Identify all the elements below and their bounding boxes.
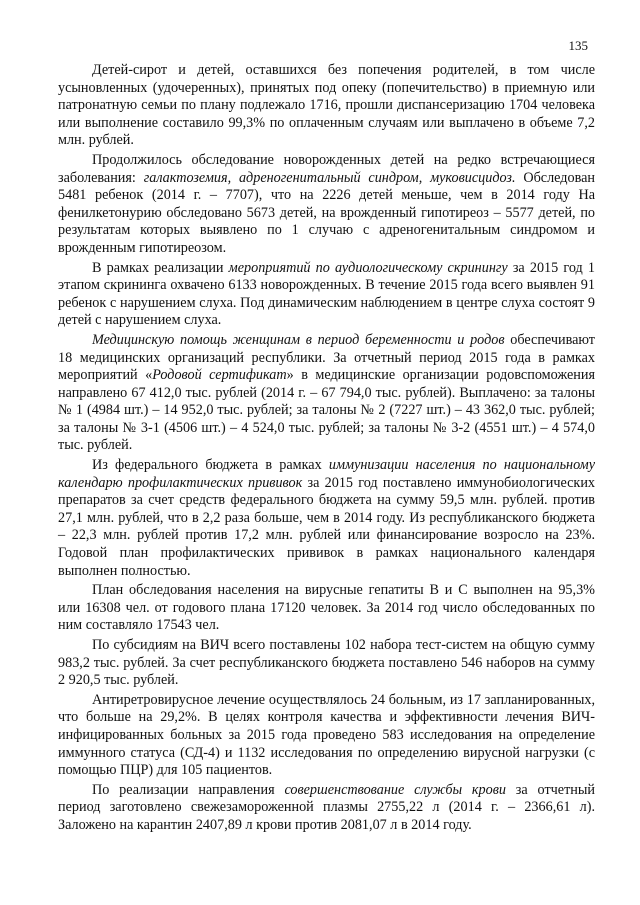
text-run: Детей-сирот и детей, оставшихся без попечения родителей, в том числе усыновленных (удочеренных), принятых под опеку (попечительство) в приемную или патронатную семьи по плану подлежало 1716, прошли диспансеризацию 1704 человека или выполнение составило 99,3% по оплаченным случаям или выплачено в объеме 7,2 млн. рублей. <box>58 62 595 149</box>
paragraph <box>58 582 595 635</box>
emphasis-text: Родовой сертификат <box>152 367 287 384</box>
paragraph <box>58 260 595 330</box>
emphasis-text: совершенствование службы крови <box>284 781 506 798</box>
page-number: 135 <box>568 38 588 53</box>
text-run: за 2015 год 1 этапом скрининга охвачено 6133 новорожденных. В течение 2015 года всего выявлен 91 ребенок с нарушением слуха. Под динамическим наблюдением в центре слуха состоят 9 детей с нарушением слуха. <box>58 259 595 329</box>
paragraph <box>58 457 595 580</box>
text-run: Обследован 5481 ребенок (2014 г. – 7707), что на 2226 детей меньше, чем в 2014 году На фенилкетонурию обследовано 5673 детей, на врожденный гипотиреоз – 5577 детей, по результатам которых выявлено по 1 случаю с адреногенитальным синдромом и врожденным гипотиреозом. <box>58 169 596 256</box>
paragraph <box>58 637 595 690</box>
text-run: План обследования населения на вирусные гепатиты В и С выполнен на 95,3% или 16308 чел. от годового плана 17120 человек. За 2014 год число обследованных по ним составляло 17543 чел. <box>58 582 595 634</box>
document-body <box>58 62 595 836</box>
paragraph <box>58 692 595 780</box>
text-run: обеспечивают 18 медицинских организаций республики. За отчетный период 2015 года в рамках мероприятий « <box>58 331 595 384</box>
paragraph <box>58 152 595 258</box>
emphasis-text: галактоземия, адреногенитальный синдром, муковисцидоз. <box>143 169 516 186</box>
text-run: » в медицинские организации родовспоможения направлено 67 412,0 тыс. рублей (2014 г. – 67 794,0 тыс. рублей). Выплачено: за талоны № 1 (4984 шт.) – 14 952,0 тыс. рублей; за талоны № 2 (7227 шт.) – 43 362,0 тыс. рублей; за талоны № 3-1 (4506 шт.) – 4 524,0 тыс. рублей; за талоны № 3-2 (4551 шт.) – 4 574,0 тыс. рублей. <box>58 367 595 454</box>
text-run: По реализации направления <box>92 781 285 798</box>
paragraph <box>58 62 595 150</box>
text-run: В рамках реализации <box>92 259 229 276</box>
text-run: По субсидиям на ВИЧ всего поставлены 102 набора тест-систем на общую сумму 983,2 тыс. рублей. За счет республиканского бюджета поставлено 546 наборов на сумму 2 920,5 тыс. рублей. <box>58 637 595 689</box>
emphasis-text: Медицинскую помощь женщинам в период беременности и родов <box>92 331 505 348</box>
paragraph <box>58 782 595 835</box>
text-run: за отчетный период заготовлено свежезамороженной плазмы 2755,22 л (2014 г. – 2366,61 л). Заложено на карантин 2407,89 л крови против 2081,07 л в 2014 году. <box>58 781 595 833</box>
emphasis-text: иммунизации населения по национальному календарю профилактических прививок <box>58 457 595 491</box>
paragraph <box>58 332 595 455</box>
text-run: за 2015 год поставлено иммунобиологических препаратов за счет средств федерального бюджета на сумму 59,5 млн. рублей. против 27,1 млн. рублей, что в 2,2 раза больше, чем в 2014 году. Из республиканского бюджета – 22,3 млн. рублей против 17,2 млн. рублей или финансирование возросло на 23%. Годовой план профилактических прививок в рамках национального календаря выполнен полностью. <box>58 474 595 579</box>
text-run: Антиретровирусное лечение осуществлялось 24 больным, из 17 запланированных, что больше на 29,2%. В целях контроля качества и эффективности лечения ВИЧ-инфицированных больных за 2015 года проведено 583 исследования на определение иммунного статуса (СД-4) и 1132 исследования по определению вирусной нагрузки (с помощью ПЦР) для 105 пациентов. <box>58 691 595 779</box>
emphasis-text: мероприятий по аудиологическому скринингу <box>228 259 508 276</box>
text-run: Продолжилось обследование новорожденных детей на редко встречающиеся заболевания: <box>58 151 595 186</box>
text-run: Из федерального бюджета в рамках <box>92 457 329 474</box>
